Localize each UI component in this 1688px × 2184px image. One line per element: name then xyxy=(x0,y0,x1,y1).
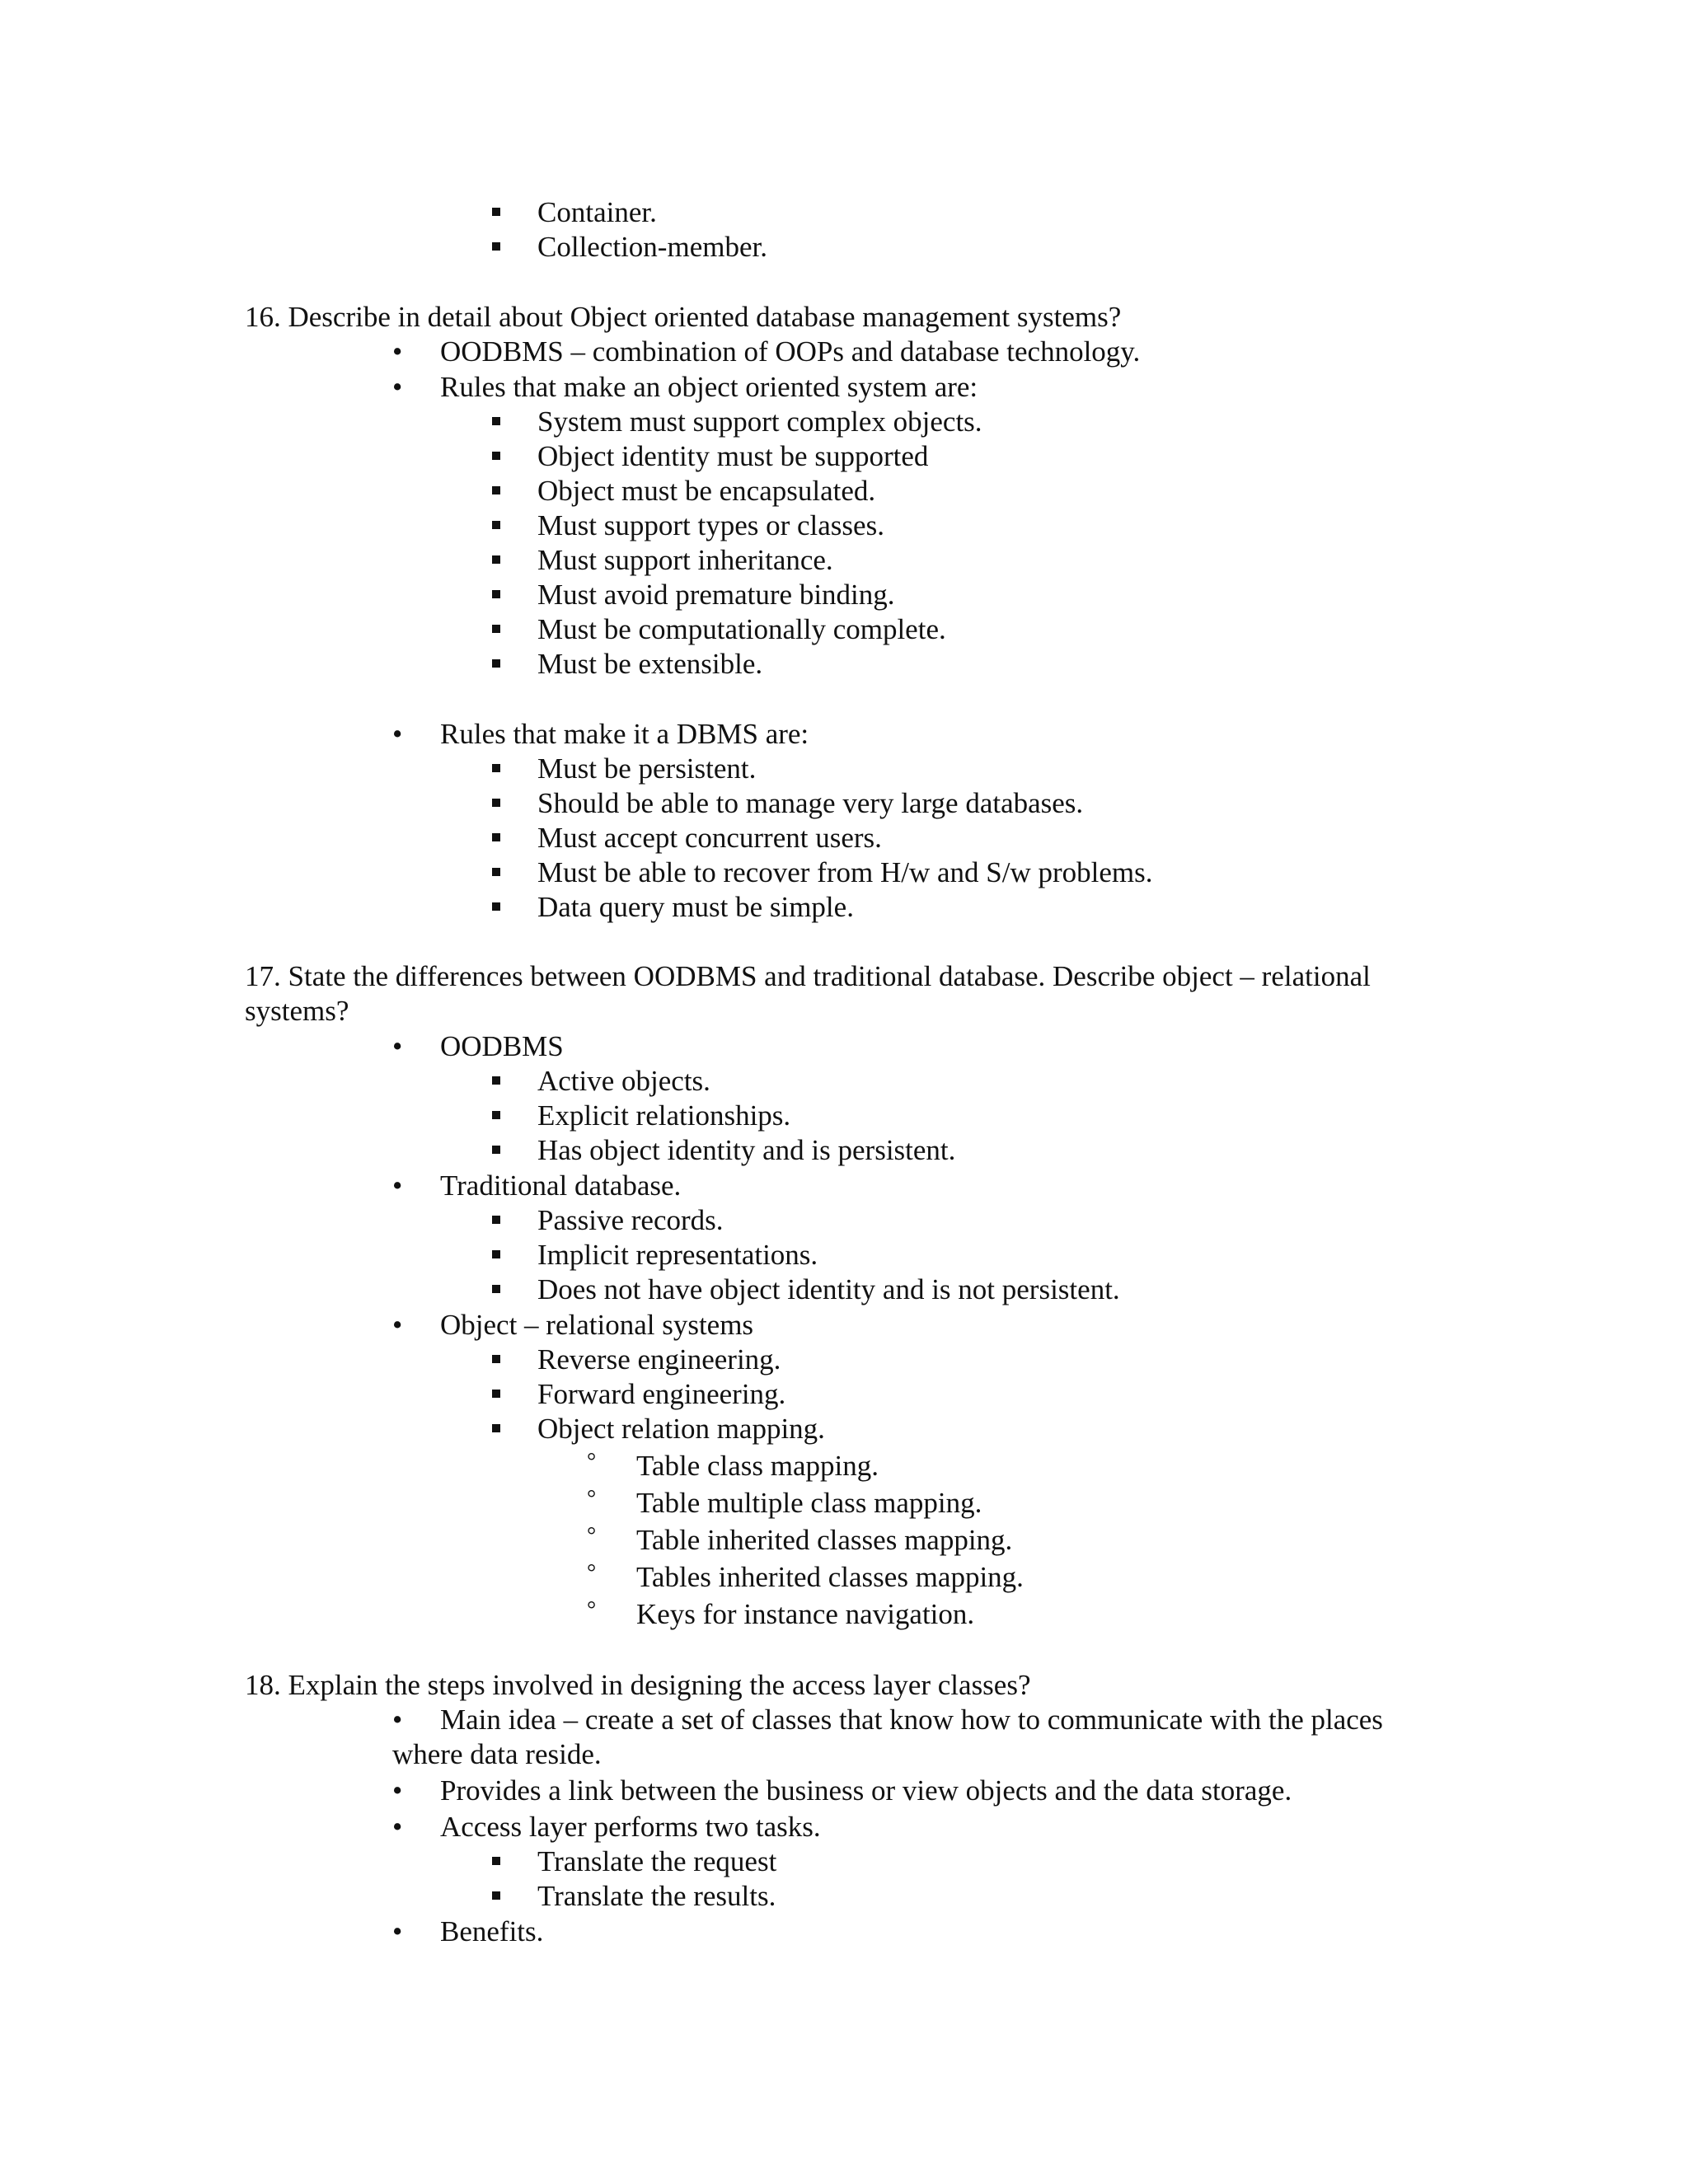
square-bullet-icon xyxy=(492,659,500,668)
list-item: Forward engineering. xyxy=(537,1378,786,1410)
list-item: Must avoid premature binding. xyxy=(537,579,895,611)
list-item: Rules that make it a DBMS are: xyxy=(440,718,809,750)
circle-bullet-icon: ° xyxy=(587,1449,597,1474)
square-bullet-icon xyxy=(492,417,500,425)
square-bullet-icon xyxy=(492,555,500,564)
bullet-icon: • xyxy=(392,718,403,750)
list-item: Data query must be simple. xyxy=(537,891,854,923)
list-item: Must be extensible. xyxy=(537,648,763,680)
list-item: Active objects. xyxy=(537,1065,710,1097)
square-bullet-icon xyxy=(492,486,500,494)
list-item: Object relation mapping. xyxy=(537,1413,825,1445)
list-item: OODBMS xyxy=(440,1030,564,1062)
list-item: Must be computationally complete. xyxy=(537,613,946,645)
list-item: Must support inheritance. xyxy=(537,544,833,576)
list-item: Must be able to recover from H/w and S/w problems. xyxy=(537,856,1153,888)
list-item: Object must be encapsulated. xyxy=(537,475,876,507)
circle-bullet-icon: ° xyxy=(587,1560,597,1586)
bullet-icon: • xyxy=(392,1704,403,1736)
bullet-icon: • xyxy=(392,1915,403,1947)
square-bullet-icon xyxy=(492,799,500,807)
list-item: Implicit representations. xyxy=(537,1239,818,1271)
list-item: Translate the results. xyxy=(537,1880,776,1912)
list-item-continued: where data reside. xyxy=(392,1738,602,1770)
square-bullet-icon xyxy=(492,1146,500,1154)
square-bullet-icon xyxy=(492,1891,500,1900)
circle-bullet-icon: ° xyxy=(587,1597,597,1623)
bullet-icon: • xyxy=(392,371,403,403)
list-item: Should be able to manage very large databases. xyxy=(537,787,1084,819)
square-bullet-icon xyxy=(492,1424,500,1432)
list-item: Benefits. xyxy=(440,1915,544,1947)
square-bullet-icon xyxy=(492,1250,500,1258)
square-bullet-icon xyxy=(492,902,500,911)
square-bullet-icon xyxy=(492,1857,500,1865)
question-18: 18. Explain the steps involved in designing the access layer classes? xyxy=(245,1669,1031,1701)
square-bullet-icon xyxy=(492,1216,500,1224)
bullet-icon: • xyxy=(392,1774,403,1807)
list-item: Container. xyxy=(537,196,657,228)
square-bullet-icon xyxy=(492,1111,500,1119)
list-item: Traditional database. xyxy=(440,1169,682,1202)
list-item: Keys for instance navigation. xyxy=(636,1598,975,1630)
list-item: Table multiple class mapping. xyxy=(636,1487,982,1519)
list-item: Translate the request xyxy=(537,1845,777,1877)
bullet-icon: • xyxy=(392,1309,403,1341)
list-item: OODBMS – combination of OOPs and database technology. xyxy=(440,335,1141,368)
circle-bullet-icon: ° xyxy=(587,1523,597,1549)
list-item: Explicit relationships. xyxy=(537,1099,791,1132)
square-bullet-icon xyxy=(492,764,500,772)
bullet-icon: • xyxy=(392,335,403,368)
square-bullet-icon xyxy=(492,208,500,216)
list-item: Table inherited classes mapping. xyxy=(636,1524,1013,1556)
square-bullet-icon xyxy=(492,1390,500,1398)
list-item: Has object identity and is persistent. xyxy=(537,1134,956,1166)
square-bullet-icon xyxy=(492,452,500,460)
list-item: Object – relational systems xyxy=(440,1309,754,1341)
list-item: Provides a link between the business or view objects and the data storage. xyxy=(440,1774,1292,1807)
bullet-icon: • xyxy=(392,1811,403,1843)
circle-bullet-icon: ° xyxy=(587,1486,597,1511)
list-item: Does not have object identity and is not persistent. xyxy=(537,1273,1120,1305)
bullet-icon: • xyxy=(392,1030,403,1062)
square-bullet-icon xyxy=(492,1285,500,1293)
square-bullet-icon xyxy=(492,242,500,251)
list-item: Reverse engineering. xyxy=(537,1343,781,1376)
list-item: Rules that make an object oriented system are: xyxy=(440,371,978,403)
list-item: Access layer performs two tasks. xyxy=(440,1811,821,1843)
list-item: Passive records. xyxy=(537,1204,724,1236)
bullet-icon: • xyxy=(392,1169,403,1202)
list-item: Must accept concurrent users. xyxy=(537,822,882,854)
list-item: Table class mapping. xyxy=(636,1450,879,1482)
square-bullet-icon xyxy=(492,833,500,841)
square-bullet-icon xyxy=(492,1076,500,1085)
list-item: Main idea – create a set of classes that know how to communicate with the places xyxy=(440,1704,1383,1736)
list-item: Object identity must be supported xyxy=(537,440,929,472)
question-17-continued: systems? xyxy=(245,995,349,1027)
square-bullet-icon xyxy=(492,521,500,529)
question-16: 16. Describe in detail about Object oriented database management systems? xyxy=(245,301,1122,333)
list-item: Tables inherited classes mapping. xyxy=(636,1561,1024,1593)
list-item: Must support types or classes. xyxy=(537,509,884,541)
question-17: 17. State the differences between OODBMS and traditional database. Describe object – relational xyxy=(245,960,1371,992)
square-bullet-icon xyxy=(492,625,500,633)
list-item: Must be persistent. xyxy=(537,752,757,785)
list-item: System must support complex objects. xyxy=(537,405,982,438)
square-bullet-icon xyxy=(492,868,500,876)
list-item: Collection-member. xyxy=(537,231,767,263)
square-bullet-icon xyxy=(492,590,500,598)
square-bullet-icon xyxy=(492,1355,500,1363)
